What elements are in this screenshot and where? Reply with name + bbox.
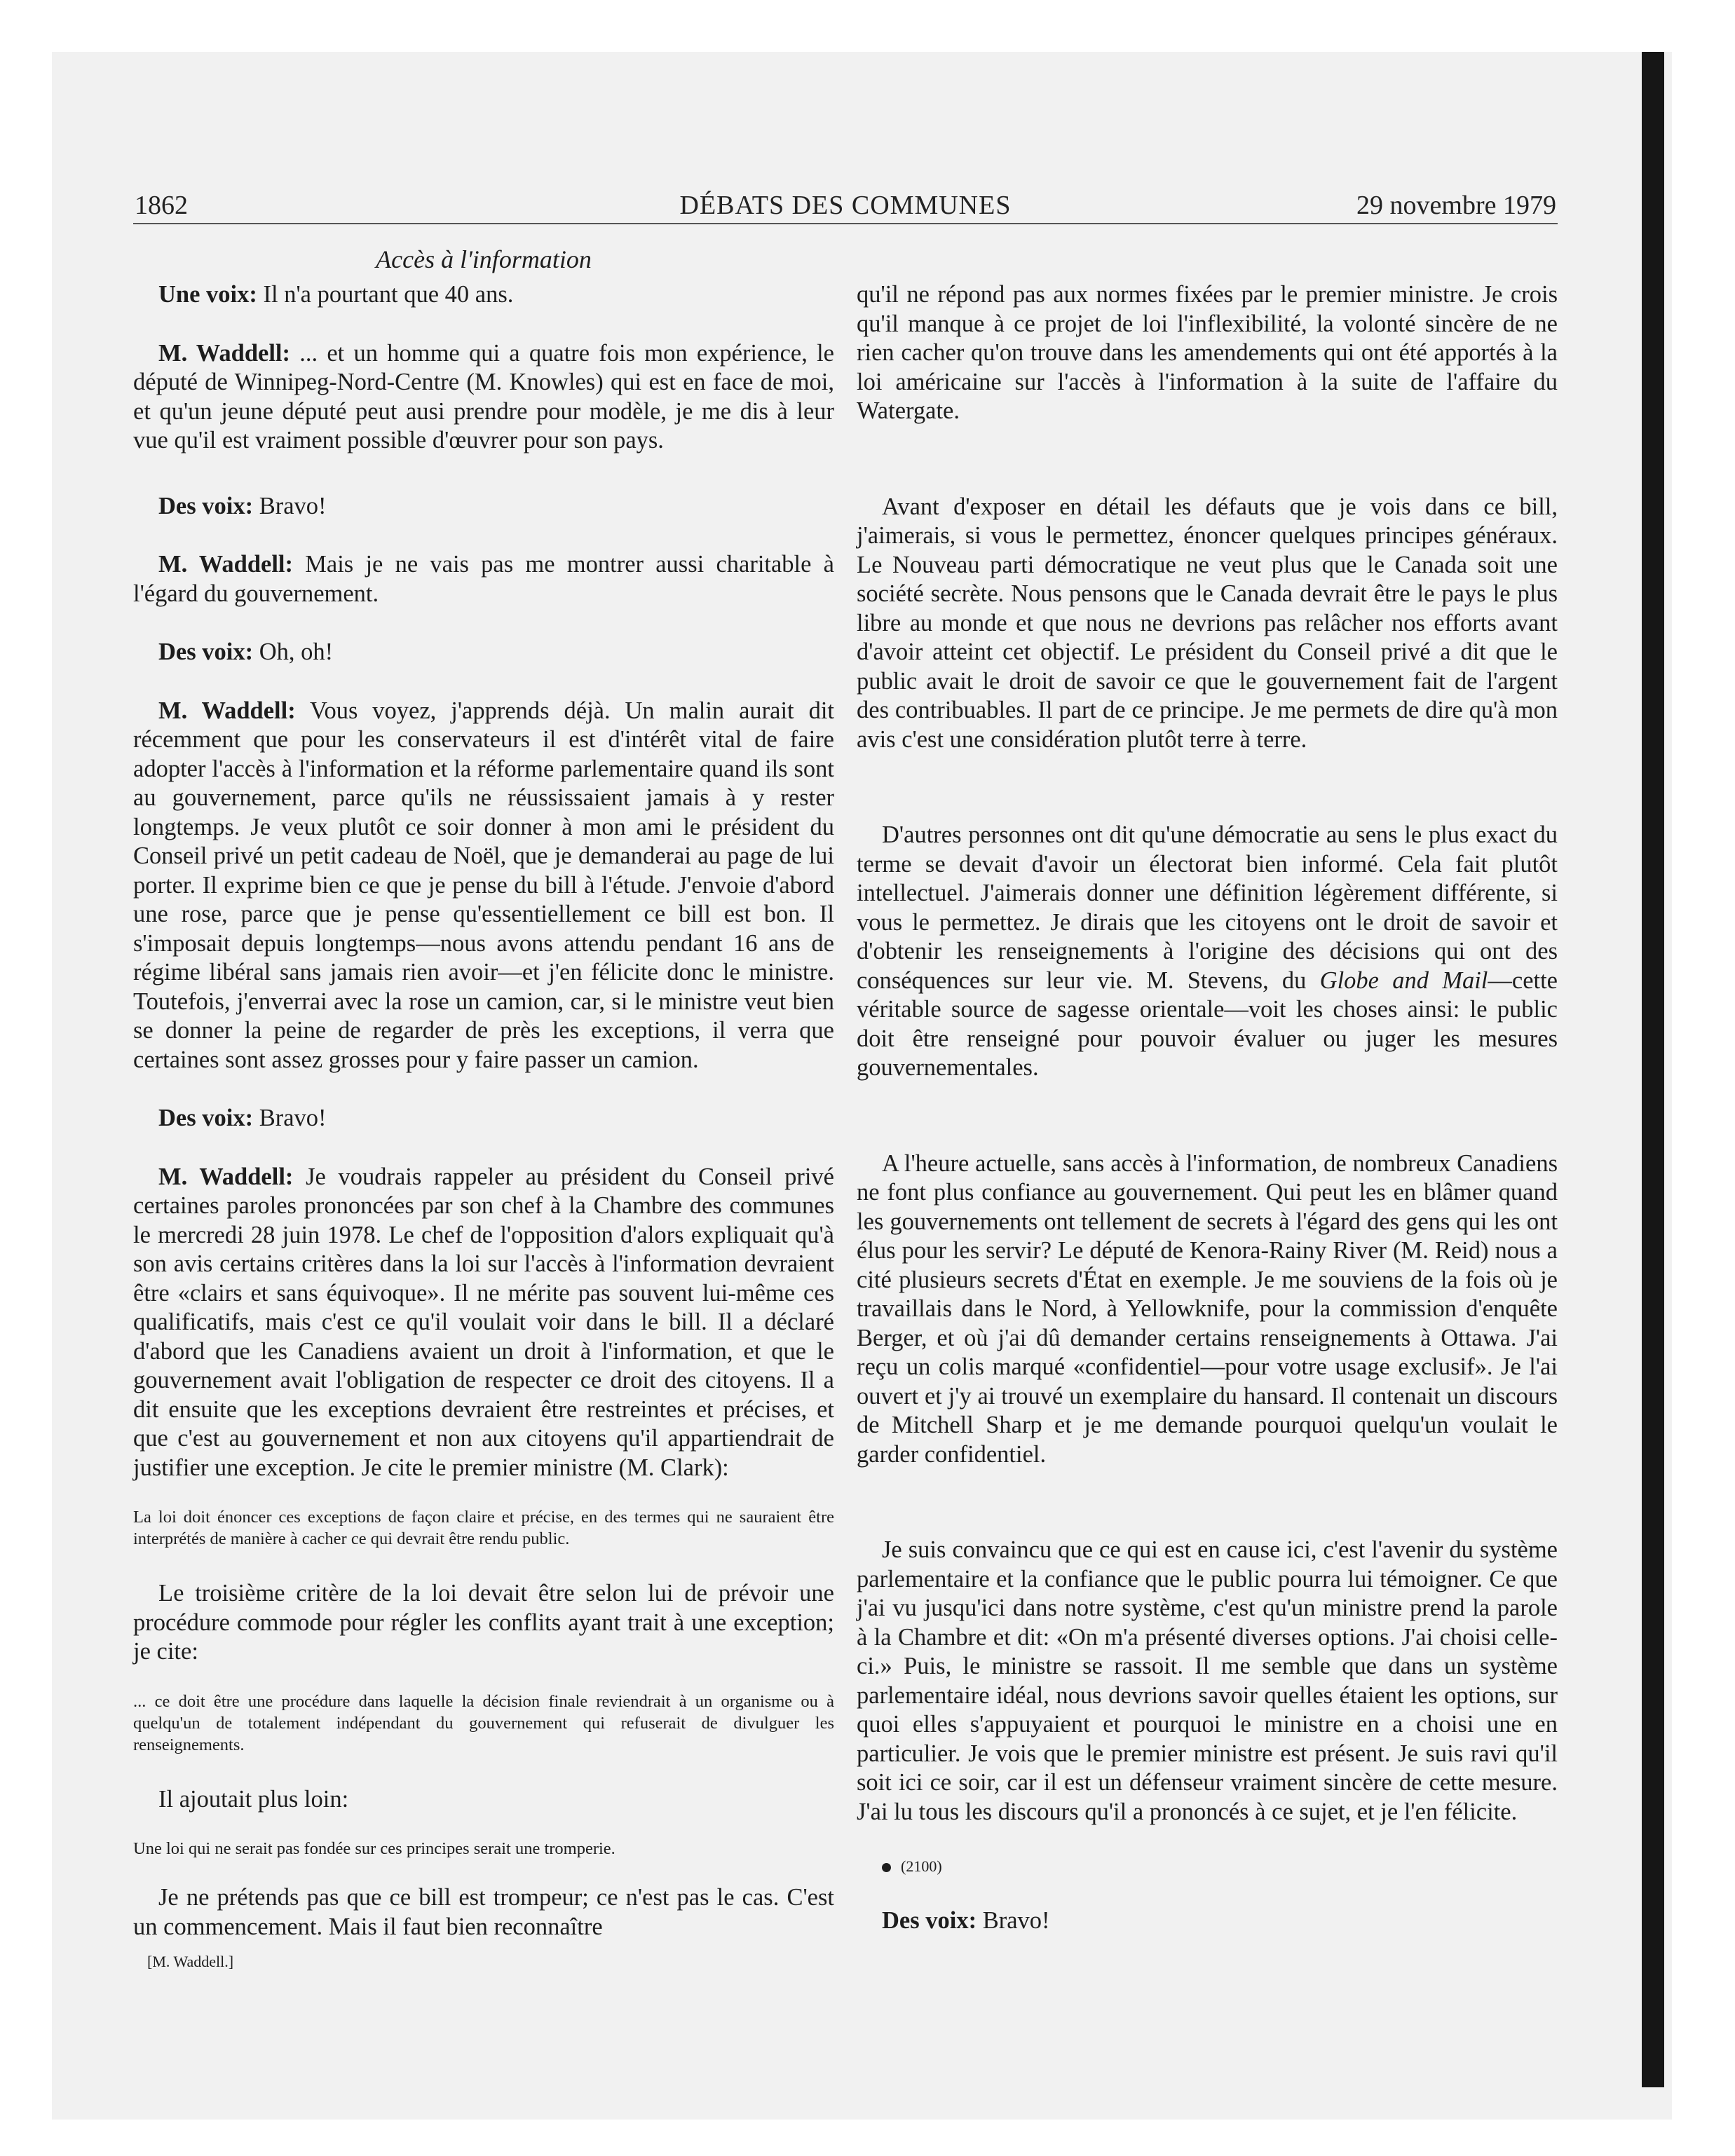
left-column [133, 280, 834, 1972]
speech-text: Bravo! [253, 492, 327, 519]
block-quote: ... ce doit être une procédure dans laquelle la décision finale reviendrait à un organisme ou à quelqu'un de totalement indépendant du gouvernement qui refuserait de divulguer les renseignements. [133, 1691, 834, 1754]
page-number: 1862 [135, 191, 188, 220]
speech-paragraph [133, 638, 834, 667]
speech-text: Bravo! [977, 1907, 1050, 1934]
scan-edge [1642, 52, 1664, 2087]
speaker-name: M. Waddell: [158, 697, 296, 724]
speech-text: Oh, oh! [253, 639, 334, 665]
body-paragraph: A l'heure actuelle, sans accès à l'information, de nombreux Canadiens ne font plus confiance au gouvernement. Qui peut les en blâmer quand les gouvernements ont tellement de secrets à l'égard des gens qui les ont élus pour les servir? Le député de Kenora-Rainy River (M. Reid) nous a cité plusieurs secrets d'État en exemple. Je me souviens de la fois où je travaillais dans le Nord, à Yellowknife, pour la commission d'enquête Berger, et où j'ai dû demander certains renseignements à Ottawa. J'ai reçu un colis marqué «confidentiel—pour votre usage exclusif». Je l'ai ouvert et j'y ai trouvé un exemplaire du hansard. Il contenait un discours de Mitchell Sharp et je me demande pourquoi quelqu'un voulait le garder confidentiel. [857, 1149, 1558, 1468]
newspaper-name: Globe and Mail [1319, 967, 1488, 994]
speech-text: Je voudrais rappeler au président du Conseil privé certaines paroles prononcées par son chef à la Chambre des communes le mercredi 28 juin 1978. Le chef de l'opposition d'alors expliquait qu'à son avis certains critères dans la loi sur l'accès à l'information devraient être «clairs et sans équivoque». Il ne mérite pas souvent lui-même ces qualificatifs, mais c'est ce qu'il voulait voir dans le bill. Il a déclaré d'abord que les Canadiens avaient un droit à l'information, et que le gouvernement avait l'obligation de respecter ce droit des citoyens. Il a dit ensuite que les exceptions devraient être restreintes et précises, et que c'est au gouvernement et non aux citoyens qu'il appartiendrait de justifier une exception. Je cite le premier ministre (M. Clark): [133, 1163, 834, 1481]
speech-paragraph [133, 1163, 834, 1483]
speaker-name: Des voix: [158, 1105, 254, 1131]
header-rule [133, 223, 1558, 224]
speaker-attribution: [M. Waddell.] [147, 1953, 234, 1970]
speech-paragraph [857, 1906, 1558, 1936]
speaker-name: M. Waddell: [158, 339, 290, 367]
speech-paragraph [133, 280, 834, 310]
publication-date: 29 novembre 1979 [1356, 191, 1556, 220]
time-marker [882, 1856, 1558, 1877]
body-paragraph: Je ne prétends pas que ce bill est trompeur; ce n'est pas le cas. C'est un commencement. Mais il faut bien reconnaître [133, 1884, 834, 1940]
continued-paragraph: qu'il ne répond pas aux normes fixées par le premier ministre. Je crois qu'il manque à ce projet de loi l'inflexibilité, la volonté sincère de ne rien cacher qu'on trouve dans les amendements qui ont été apportés à la loi américaine sur l'accès à l'information à la suite de l'affaire du Watergate. [857, 281, 1558, 424]
speech-paragraph [133, 492, 834, 521]
speaker-name: Une voix: [158, 281, 257, 308]
block-quote: La loi doit énoncer ces exceptions de façon claire et précise, en des termes qui ne sauraient être interprétés de manière à cacher ce qui devrait être rendu public. [133, 1508, 834, 1548]
body-paragraph: Avant d'exposer en détail les défauts que je vois dans ce bill, j'aimerais, si vous le permettez, énoncer quelques principes généraux. Le Nouveau parti démocratique ne veut plus que le Canada soit une société secrète. Nous pensons que le Canada devrait être le pays le plus libre au monde et que nous ne devrions pas relâcher nos efforts avant d'avoir atteint cet objectif. Le président du Conseil privé a dit que le public avait le droit de savoir ce que le gouvernement fait de l'argent des contribuables. Il part de ce principe. Je me permets de dire qu'à mon avis c'est une considération plutôt terre à terre. [857, 493, 1558, 753]
publication-title: DÉBATS DES COMMUNES [679, 191, 1012, 220]
speaker-name: M. Waddell: [158, 551, 293, 578]
body-paragraph: Le troisième critère de la loi devait être selon lui de prévoir une procédure commode pour régler les conflits ayant trait à une exception; je cite: [133, 1580, 834, 1665]
speaker-name: Des voix: [882, 1907, 977, 1934]
speech-paragraph [133, 697, 834, 1075]
speech-text: Bravo! [253, 1105, 327, 1131]
text-run: —cette véritable source de sagesse orientale—voit les choses ainsi: le public doit être renseigné pour pouvoir évaluer ou juger les mesures gouvernementales. [857, 967, 1558, 1081]
body-paragraph [857, 821, 1558, 1083]
speech-paragraph [133, 339, 834, 456]
body-paragraph: Je suis convaincu que ce qui est en cause ici, c'est l'avenir du système parlementaire et la confiance que le public pourra lui témoigner. Ce que j'ai vu jusqu'ici dans notre système, c'est qu'un ministre prend la parole à la Chambre et dit: «On m'a présenté diverses options. J'ai choisi celle-ci.» Puis, le ministre se rassoit. Il me semble que dans un système parlementaire idéal, nous devrions savoir quelles étaient les options, sur quoi elles s'appuyaient et pourquoi le ministre en a choisi une en particulier. Je vois que le premier ministre est présent. Je suis ravi qu'il soit ici ce soir, car il est un défenseur vraiment sincère de cette mesure. J'ai lu tous les discours qu'il a prononcés à ce sujet, et je l'en félicite. [857, 1536, 1558, 1825]
speech-paragraph [133, 1104, 834, 1133]
speech-paragraph [133, 550, 834, 608]
text-run: D'autres personnes ont dit qu'une démocratie au sens le plus exact du terme se devait d'avoir un électorat bien informé. Cela fait plutôt intellectuel. J'aimerais donner une définition légèrement différente, si vous le permettez. Je dirais que les citoyens ont le droit de savoir et d'obtenir les renseignements à l'origine des décisions qui ont des conséquences sur leur vie. M. Stevens, du [857, 821, 1558, 994]
speech-text: Vous voyez, j'apprends déjà. Un malin aurait dit récemment que pour les conservateurs il est d'intérêt vital de faire adopter l'accès à l'information et la réforme parlementaire quand ils sont au gouvernement, parce qu'ils ne réussissaient jamais à y rester longtemps. Je veux plutôt ce soir donner à mon ami le président du Conseil privé un petit cadeau de Noël, que je demanderai au page de lui porter. Il exprime bien ce que je pense du bill à l'étude. J'envoie d'abord une rose, parce que je pense qu'essentiellement ce bill est bon. Il s'imposait depuis longtemps—nous avons attendu pendant 16 ans de régime libéral sans jamais rien avoir—et j'en félicite donc le ministre. Toutefois, j'enverrai avec la rose un camion, car, si le ministre veut bien se donner la peine de regarder de près les exceptions, il verra que certaines sont assez grosses pour y faire passer un camion. [133, 697, 834, 1073]
speech-text: Mais je ne vais pas me montrer aussi charitable à l'égard du gouvernement. [133, 551, 834, 607]
time-marker-text: (2100) [901, 1857, 942, 1875]
bullet-dot-icon [882, 1863, 891, 1872]
speaker-name: Des voix: [158, 492, 254, 519]
block-quote: Une loi qui ne serait pas fondée sur ces principes serait une tromperie. [133, 1839, 615, 1858]
speech-text: ... et un homme qui a quatre fois mon expérience, le député de Winnipeg-Nord-Centre (M. Knowles) qui est en face de moi, et qu'un jeune député peut ausi prendre pour modèle, je me dis à leur vue qu'il est vraiment possible d'œuvrer pour son pays. [133, 339, 834, 453]
section-title: Accès à l'information [376, 245, 592, 273]
speech-text: Il n'a pourtant que 40 ans. [257, 281, 514, 308]
speaker-name: M. Waddell: [158, 1163, 294, 1190]
body-paragraph: Il ajoutait plus loin: [158, 1785, 349, 1813]
right-column [857, 280, 1558, 1965]
speaker-name: Des voix: [158, 639, 254, 665]
